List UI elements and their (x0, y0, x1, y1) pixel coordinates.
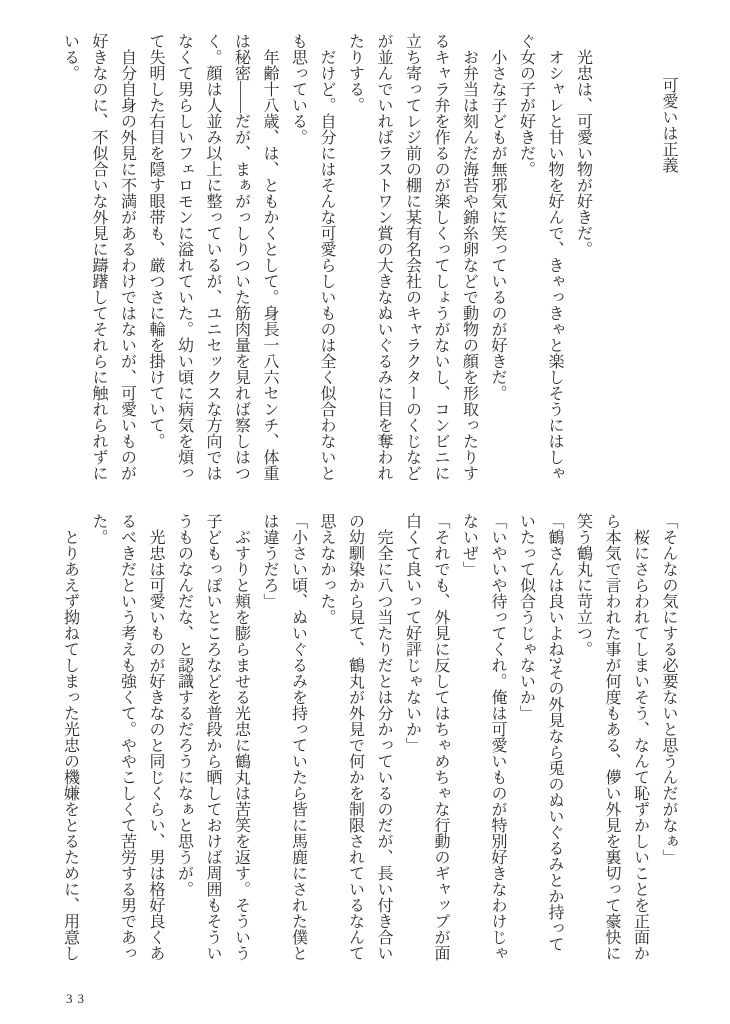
text-line: も思っている。 (289, 33, 307, 145)
text-line: いたって似合うじゃないか」 (517, 513, 535, 721)
text-line: 「そんなの気にする必要ないと思うんだがなぁ」 (660, 513, 677, 865)
text-line: 「いやいや待ってくれ。俺は可愛いものが特別好きなわけじゃ (489, 513, 506, 961)
text-line: ないぜ」 (460, 513, 478, 577)
text-line: なくて男らしいフェロモンに溢れていた。幼い頃に病気を煩っ (175, 33, 193, 481)
text-line: いる。 (61, 33, 79, 81)
text-line: とりあえず拗ねてしまった光忠の機嫌をとるために、用意し (61, 529, 79, 961)
text-line: うものなんだな、と認識するだろうになぁと思うが。 (175, 513, 193, 897)
lower-text-block (55, 513, 682, 965)
upper-text-block (55, 33, 682, 485)
text-line: 年齢十八歳、は、ともかくとして。身長一八六センチ、体重 (261, 49, 278, 481)
text-line: 好きなのに、不似合いな外見に躊躇してそれらに触れられずに (90, 33, 107, 481)
text-line: オシャレと甘い物を好んで、きゃっきゃと楽しそうにはしゃ (546, 49, 563, 481)
story-title: 可愛いは正義 (660, 77, 677, 173)
text-line: 「鶴さんは良いよね?その外見なら兎のぬいぐるみとか持って (546, 513, 563, 953)
text-line: 自分自身の外見に不満があるわけではないが、可愛いものが (118, 49, 136, 481)
text-line: 「それでも、外見に反してはちゃめちゃな行動のギャップが面 (432, 513, 449, 961)
text-line: 光忠は可愛いものが好きなのと同じくらい、男は格好良くあ (147, 529, 164, 961)
text-line: ら本気で言われた事が何度もある、儚い外見を裏切って豪快に (603, 513, 620, 961)
page-number: 33 (66, 991, 89, 1006)
text-line: 立ち寄ってレジ前の棚に某有名会社のキャラクターのくじなど (403, 33, 421, 481)
text-line: るべきだという考えも強くて。ややこしくて苦労する男であっ (118, 513, 136, 961)
text-line: は秘密――だが、まぁがっしりついた筋肉量を見れば察しはつ (232, 33, 250, 481)
text-line: お弁当は刻んだ海苔や錦糸卵などで動物の顔を形取ったりす (460, 49, 478, 481)
text-line: て失明した右目を隠す眼帯も、厳つさに輪を掛けていて。 (147, 33, 164, 449)
text-line: 完全に八つ当たりだとは分かっているのだが、長い付き合い (375, 529, 392, 961)
text-line: るキャラ弁を作るのが楽しくってしょうがないし、コンビニに (432, 33, 449, 481)
text-line: 子どもっぽいところなどを普段から晒しておけば周囲もそうい (204, 513, 221, 961)
text-line: だけど。自分にはそんな可愛らしいものは全く似合わないと (318, 49, 335, 481)
text-line: 白くて良いって好評じゃないか」 (403, 513, 421, 753)
text-line: 小さな子どもが無邪気に笑っているのが好きだ。 (489, 49, 506, 401)
text-line: 「小さい頃、ぬいぐるみを持っていたら皆に馬鹿にされた僕と (289, 513, 307, 961)
text-line: ぐ女の子が好きだ。 (517, 33, 535, 177)
text-line: は違うだろ」 (261, 513, 278, 609)
text-line: たりする。 (346, 33, 364, 113)
text-line: く。顔は人並み以上に整っているが、ユニセックスな方向では (204, 33, 221, 481)
text-line: が並んでいればラストワン賞の大きなぬいぐるみに目を奪われ (375, 33, 392, 481)
text-line: 思えなかった。 (318, 513, 335, 625)
text-line: た。 (90, 513, 107, 545)
text-line: ぶすりと頬を膨らませる光忠に鶴丸は苦笑を返す。そういう (232, 529, 250, 961)
text-line: の幼馴染から見て、鶴丸が外見で何かを制限されているなんて (346, 513, 364, 961)
text-line: 光忠は、可愛い物が好きだ。 (574, 49, 592, 257)
text-line: 桜にさらわれてしまいそう、なんて恥ずかしいことを正面か (631, 529, 649, 961)
text-line: 笑う鶴丸に苛立つ。 (574, 513, 592, 657)
